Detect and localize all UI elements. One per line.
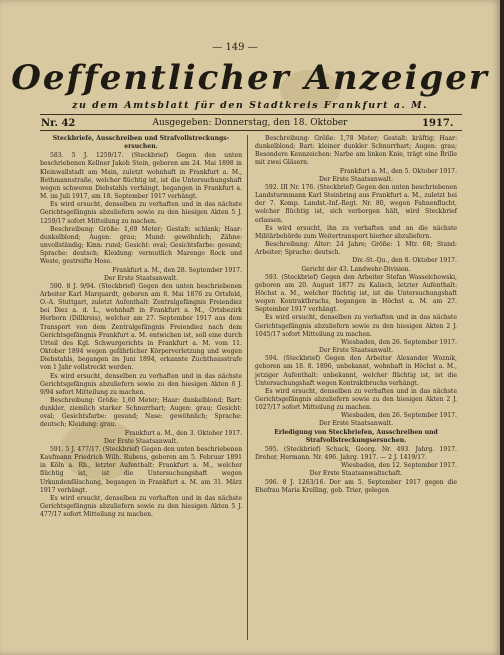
newspaper-title: Oeffentlicher Anzeiger <box>11 58 489 98</box>
notice-signature: Gericht der 43. Landwehr-Division. <box>301 265 411 273</box>
notice-signature: Wiesbaden, den 26. September 1917. <box>341 338 457 346</box>
notice-signature: Der Erste Staatsanwalt. <box>318 175 394 183</box>
notice-paragraph: Beschreibung: Größe: 1,60 Meter; Haar: dunkelblond; Bart: dunkler, ziemlich starker Schnurrbart; Augen: grau; Gesicht: oval; Gesichtsfarbe: gesund; Nase: gewöhnlich; Sprache: deutsch; Kleidung: grau. <box>40 397 242 429</box>
right-column <box>255 135 457 495</box>
page-number: — 149 — <box>212 42 258 53</box>
column-divider <box>247 135 248 640</box>
issue-number: Nr. 42 <box>41 118 76 129</box>
notice-paragraph: Es wird ersucht, ihn zu verhaften und an die nächste Militärbehörde zum Weitertransport hierher abzuliefern. <box>255 224 457 240</box>
page-edge <box>500 0 504 655</box>
notice-paragraph: Beschreibung: Größe: 1,78 Meter; Gestalt: kräftig; Haar: dunkelblond; Bart: kleiner dunkler Schnurrbart; Augen: grau; Besondere Kennzeichen: Narbe am linken Knie, trägt eine Brille mit zwei Gläsern. <box>255 135 457 167</box>
notice-paragraph: 595. (Steckbrief) Schuck, Georg. Nr. 493. Jahrg. 1917. Dreher, Hermann. Nr. 496. Jahrg. 1917. — 2 J. 1419/17. <box>255 445 457 462</box>
notice-paragraph: Beschreibung: Alter: 24 Jahre; Größe: 1 Mtr. 68; Stand: Arbeiter; Sprache: deutsch. <box>255 241 457 257</box>
notice-signature: Der Erste Staatsanwalt. <box>103 274 179 282</box>
notice-signature: Frankfurt a. M., den 28. September 1917. <box>112 266 242 274</box>
newspaper-subtitle: zu dem Amtsblatt für den Stadtkreis Frankfurt a. M. <box>72 100 428 111</box>
notice-paragraph: 590. 8 J. 9/94. (Steckbrief) Gegen den unten beschriebenen Arbeiter Karl Marquardt, geboren am 8. Mai 1876 zu Ortsfeld, O.-A. Stuttgart, zuletzt Aufenthalt: Zentralgefängnis Freiendiez bei Diez a. d. L., wohnhaft in Frankfurt a. M., Ortsbezirk Herborn (Dillkreis), welcher am 27. September 1917 aus dem Transport von dem Zentralgefängnis Freiendiez nach dem Gerichtsgefängnis Frankfurt a. M. entwichen ist, soll eine durch Urteil des Kgl. Schwurgerichts in Frankfurt a. M. vom 11. Oktober 1894 wegen gefährlicher Körperverletzung und wegen Diebstahls, begangen im Juni 1894, erkannte Zuchthausstrafe von 1 Jahr vollstreckt werden. <box>40 282 242 372</box>
notice-paragraph: Es wird ersucht, denselben zu verhaften und in das nächste Gerichtsgefängnis abzuliefern sowie zu den hiesigen Akten 8 J. 9/94 sofort Mitteilung zu machen. <box>40 372 242 396</box>
notice-paragraph: 593. (Steckbrief) Gegen den Arbeiter Stefan Wasselchowski, geboren am 20. August 1877 zu Kalisch, letzter Aufenthalt: Höchst a. M., welcher flüchtig ist, ist die Untersuchungshaft wegen Kontraktbruchs, begangen in Höchst a. M. am 27. September 1917 verhängt. <box>255 273 457 314</box>
notice-paragraph: Beschreibung: Größe: 1,69 Meter; Gestalt: schlank; Haar: dunkelblond; Augen: grau; Mund: gewöhnlich; Zähne: unvollständig; Kinn: rund; Gesicht: oval; Gesichtsfarbe: gesund; Sprache: deutsch; Kleidung: vermutlich Marengo Rock und Weste, gestreifte Hose. <box>40 225 242 266</box>
notice-paragraph: Es wird ersucht, denselben zu verhaften und in das nächste Gerichtsgefängnis abzuliefern sowie zu den hiesigen Akten 2 J. 1045/17 sofort Mitteilung zu machen. <box>255 314 457 338</box>
notice-paragraph: 583. 5 J. 1259/17. (Steckbrief) Gegen den unten beschriebenen Kellner Jakob Stein, geboren am 24. Mai 1898 in Kleinwallstadt am Main, zuletzt wohnhaft in Frankfurt a. M., Bethmannstraße, welcher flüchtig ist, ist die Untersuchungshaft wegen schweren Diebstahls verhängt, begangen in Frankfurt a. M. im Juli 1917, am 18. September 1917 verhängt. <box>40 152 242 201</box>
notice-paragraph: Es wird ersucht, denselben zu verhaften und in das nächste Gerichtsgefängnis abzuliefern sowie zu den hiesigen Akten 2 J. 1027/17 sofort Mitteilung zu machen. <box>255 387 457 412</box>
issue-year: 1917. <box>422 118 454 129</box>
notice-paragraph: 591. 5 J. 477/17. (Steckbrief) Gegen den unten beschriebenen Kaufmann Friedrich Wilh. Rubens, geboren am 5. Februar 1891 in Köln a. Rh., letzter Aufenthalt: Frankfurt a. M., welcher flüchtig ist, ist die Untersuchungshaft wegen Urkundenfälschung, begangen in Frankfurt a. M. am 31. März 1917 verhängt. <box>40 445 242 494</box>
issue-date: Ausgegeben: Donnerstag, den 18. Oktober <box>152 118 348 128</box>
notice-paragraph: 592. III Nr. 176. (Steckbrief) Gegen den unten beschriebenen Landsturmmann Karl Steinbring aus Frankfurt a. M., zuletzt bei der 7. Komp. Landst.-Inf.-Regt. Nr. 80, wegen Fahnenflucht, welcher flüchtig ist, sich verborgen hält, wird Steckbrief erlassen. <box>255 183 457 224</box>
section-heading: Steckbriefe, Ausschreiben und Strafvollstreckungs-ersuchen. <box>52 135 230 151</box>
header-rule-top <box>40 114 462 115</box>
notice-paragraph: 594. (Steckbrief) Gegen den Arbeiter Alexander Woznik, geboren am 18. 8. 1896, unbekannt, wohnhaft in Höchst a. M., jetziger Aufenthalt: unbekannt, welcher flüchtig ist, ist die Untersuchungshaft wegen Kontraktbruchs verhängt. <box>255 355 457 387</box>
notice-paragraph: Es wird ersucht, denselben zu verhaften und in das nächste Gerichtsgefängnis abzuliefern sowie zu den hiesigen Akten 5 J. 1259/17 sofort Mitteilung zu machen. <box>40 201 242 225</box>
notice-signature: Wiesbaden, den 12. September 1917. <box>341 462 457 470</box>
notice-signature: Frankfurt a. M., den 5. Oktober 1917. <box>339 167 457 175</box>
notice-signature: Frankfurt a. M., den 3. Oktober 1917. <box>124 429 242 437</box>
notice-paragraph: Es wird ersucht, denselben zu verhaften und in das nächste Gerichtsgefängnis abzuliefern sowie zu den hiesigen Akten 5 J. 477/17 sofort Mitteilung zu machen. <box>40 494 242 519</box>
notice-signature: Der Erste Staatsanwalt. <box>318 347 394 355</box>
notice-signature: Der Erste Staatsanwalt. <box>318 420 394 428</box>
notice-signature: Der Erste Staatsanwaltschaft. <box>309 470 403 478</box>
notice-signature: Div.-St.-Qu., den 8. Oktober 1917. <box>352 257 457 265</box>
notice-signature: Wiesbaden, den 26. September 1917. <box>341 412 457 420</box>
notice-signature: Der Erste Staatsanwalt. <box>103 437 179 445</box>
notice-paragraph: 596. 8 J. 1263/16. Der am 5. September 1917 gegen die Ehefrau Maria Krelling, geb. Trier, gelegen <box>255 478 457 494</box>
header-rule-bottom <box>40 130 462 131</box>
left-column <box>40 135 242 519</box>
section-heading: Erledigung von Steckbriefen, Ausschreiben und Strafvollstreckungsersuchen. <box>274 428 438 444</box>
